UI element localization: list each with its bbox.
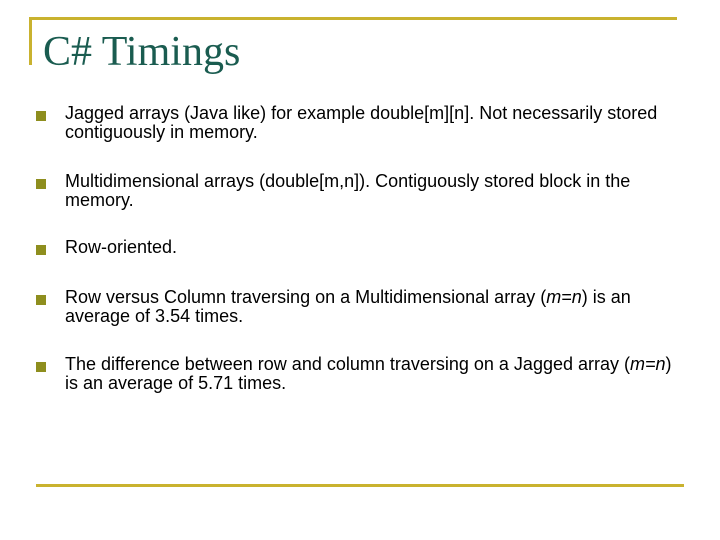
bullet-text — [65, 355, 675, 393]
bullet-text-segment: ) is an average of 3.54 times. — [65, 287, 631, 326]
square-bullet-icon — [36, 179, 46, 189]
bullet-text-segment: The difference between row and column traversing on a Jagged array ( — [65, 354, 630, 374]
bullet-text-segment: Jagged arrays (Java like) for example double[m][n]. Not necessarily stored contiguously in memory. — [65, 103, 658, 142]
bullet-text-segment: Row versus Column traversing on a Multidimensional array ( — [65, 287, 547, 307]
square-bullet-icon — [36, 245, 46, 255]
bottom-rule-line — [36, 484, 684, 487]
slide-title: C# Timings — [43, 29, 241, 75]
bullet-text — [65, 104, 675, 142]
square-bullet-icon — [36, 295, 46, 305]
bullet-text-italic: m=n — [546, 287, 582, 307]
bullet-text — [65, 288, 675, 326]
bullet-text-italic: m=n — [630, 354, 666, 374]
bullet-text — [65, 172, 675, 210]
title-frame-top-line — [29, 17, 677, 20]
bullet-text — [65, 238, 675, 257]
square-bullet-icon — [36, 111, 46, 121]
bullet-text-segment: Multidimensional arrays (double[m,n]). Contiguously stored block in the memory. — [65, 171, 631, 210]
square-bullet-icon — [36, 362, 46, 372]
bullet-text-segment: Row-oriented. — [65, 237, 178, 257]
title-frame-left-line — [29, 17, 32, 65]
bullet-text-segment: ) is an average of 5.71 times. — [65, 354, 672, 393]
